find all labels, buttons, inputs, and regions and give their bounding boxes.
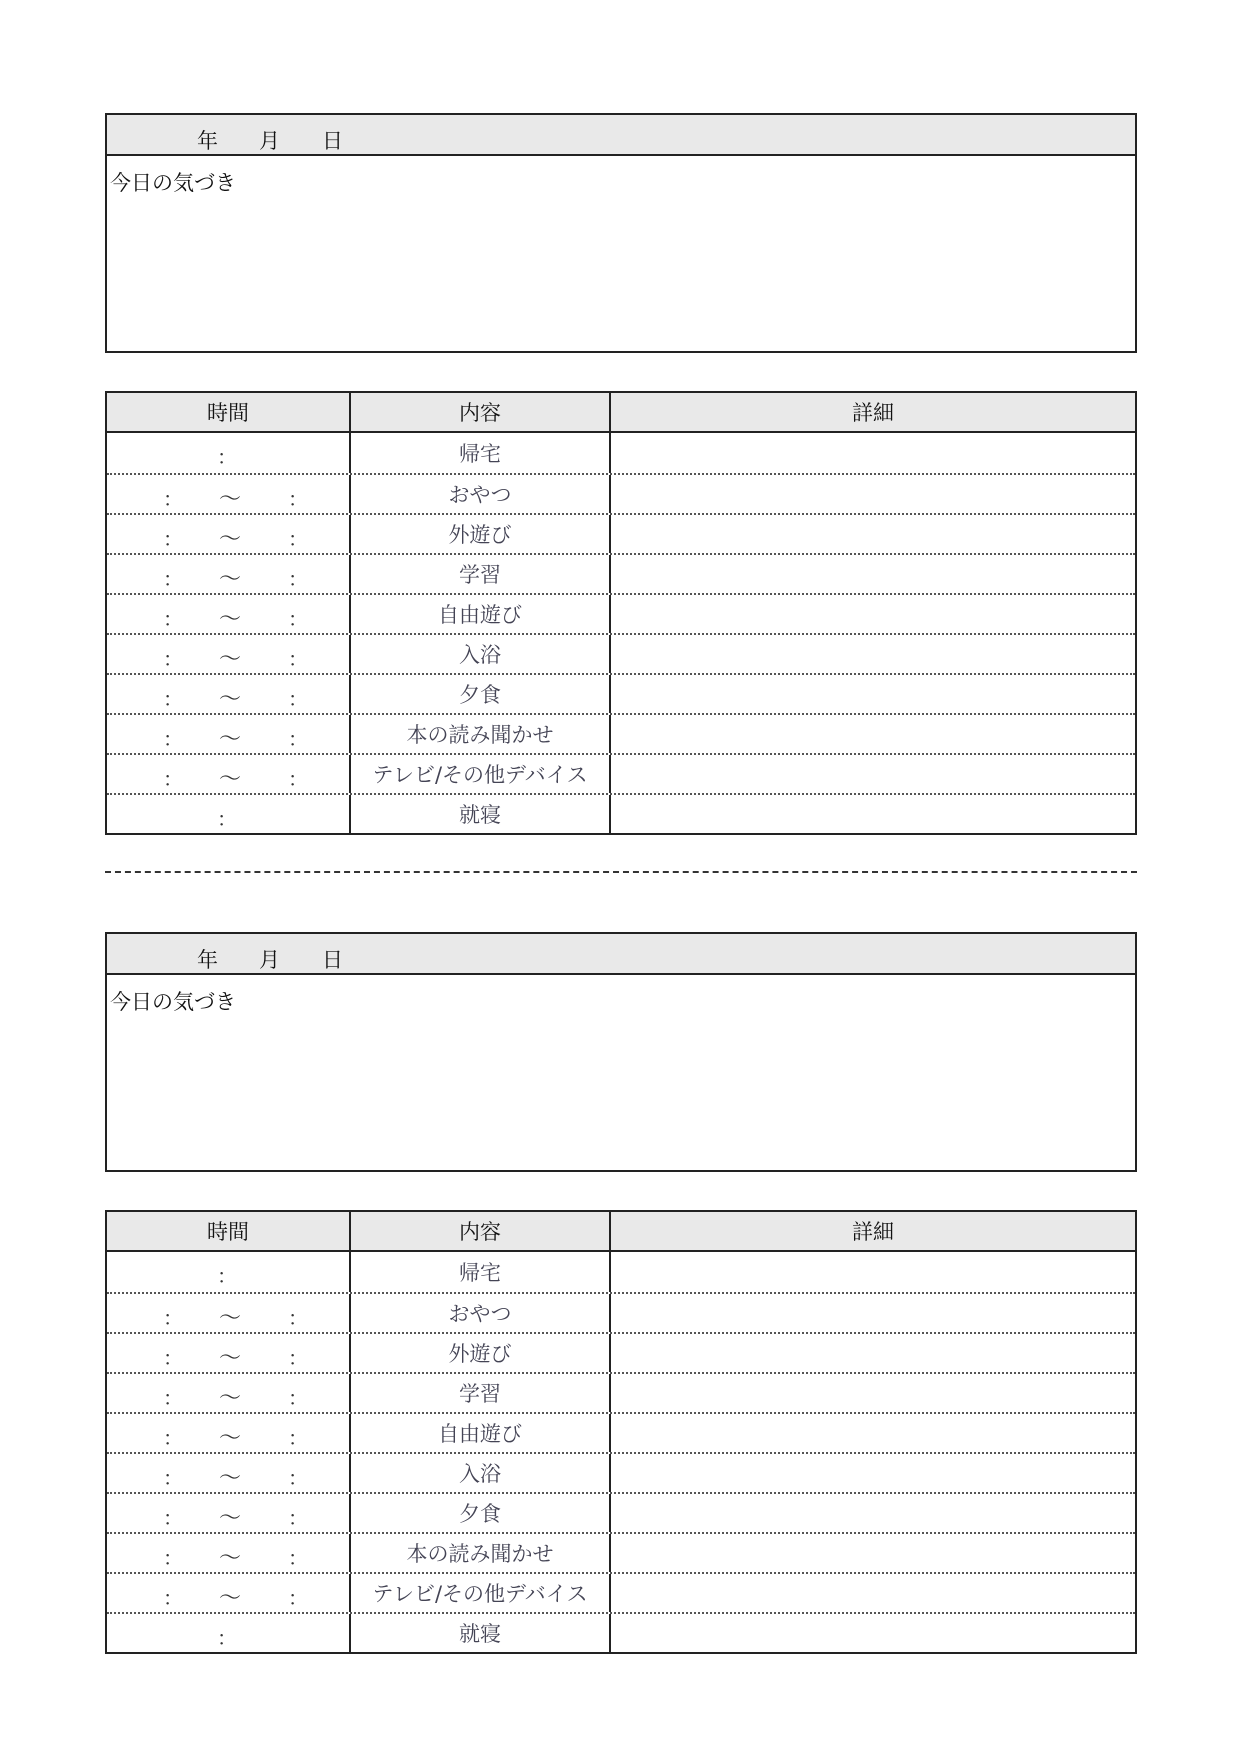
journal-box xyxy=(105,113,1137,353)
header-activity: 内容 xyxy=(351,393,611,431)
time-cell[interactable] xyxy=(107,1454,351,1492)
time-cell[interactable] xyxy=(107,555,351,593)
detail-cell[interactable] xyxy=(611,515,1135,553)
schedule-table xyxy=(105,1210,1137,1654)
range-tilde: ～ xyxy=(219,607,242,632)
schedule-row xyxy=(107,673,1135,713)
schedule-row xyxy=(107,1572,1135,1612)
start-time-colon: ： xyxy=(163,727,183,751)
end-time-colon: ： xyxy=(288,1586,308,1610)
cut-line-divider xyxy=(105,871,1137,873)
time-cell[interactable] xyxy=(107,635,351,673)
schedule-row xyxy=(107,713,1135,753)
activity-cell: 外遊び xyxy=(351,1334,611,1372)
day-label: 日 xyxy=(322,948,343,972)
activity-cell: テレビ/その他デバイス xyxy=(351,1574,611,1612)
time-cell[interactable] xyxy=(107,1574,351,1612)
time-cell[interactable] xyxy=(107,1374,351,1412)
notes-label: 今日の気づき xyxy=(110,990,236,1014)
activity-cell: 就寝 xyxy=(351,795,611,833)
month-label: 月 xyxy=(259,129,280,153)
header-time: 時間 xyxy=(107,1212,351,1250)
activity-cell: 就寝 xyxy=(351,1614,611,1652)
range-tilde: ～ xyxy=(219,767,242,792)
detail-cell[interactable] xyxy=(611,1374,1135,1412)
end-time-colon: ： xyxy=(288,1386,308,1410)
schedule-row xyxy=(107,593,1135,633)
activity-cell: 入浴 xyxy=(351,1454,611,1492)
end-time-colon: ： xyxy=(288,1426,308,1450)
end-time-colon: ： xyxy=(288,607,308,631)
detail-cell[interactable] xyxy=(611,1454,1135,1492)
start-time-colon: ： xyxy=(163,1346,183,1370)
detail-cell[interactable] xyxy=(611,1294,1135,1332)
end-time-colon: ： xyxy=(288,767,308,791)
time-colon: ： xyxy=(217,445,237,469)
journal-box xyxy=(105,932,1137,1172)
start-time-colon: ： xyxy=(163,567,183,591)
activity-cell: 夕食 xyxy=(351,1494,611,1532)
time-cell[interactable] xyxy=(107,1414,351,1452)
end-time-colon: ： xyxy=(288,1346,308,1370)
day-label: 日 xyxy=(322,129,343,153)
time-cell[interactable] xyxy=(107,1334,351,1372)
end-time-colon: ： xyxy=(288,1506,308,1530)
activity-cell: 帰宅 xyxy=(351,1252,611,1292)
end-time-colon: ： xyxy=(288,527,308,551)
range-tilde: ～ xyxy=(219,1586,242,1611)
schedule-row xyxy=(107,1252,1135,1292)
activity-cell: 外遊び xyxy=(351,515,611,553)
range-tilde: ～ xyxy=(219,527,242,552)
activity-cell: おやつ xyxy=(351,475,611,513)
time-cell[interactable] xyxy=(107,595,351,633)
schedule-row xyxy=(107,793,1135,833)
detail-cell[interactable] xyxy=(611,795,1135,833)
range-tilde: ～ xyxy=(219,1506,242,1531)
start-time-colon: ： xyxy=(163,1586,183,1610)
detail-cell[interactable] xyxy=(611,475,1135,513)
time-cell[interactable] xyxy=(107,795,351,833)
time-colon: ： xyxy=(217,1626,237,1650)
range-tilde: ～ xyxy=(219,1346,242,1371)
time-colon: ： xyxy=(217,807,237,831)
end-time-colon: ： xyxy=(288,647,308,671)
date-header[interactable] xyxy=(107,115,1135,156)
schedule-rows xyxy=(107,1252,1135,1652)
detail-cell[interactable] xyxy=(611,715,1135,753)
schedule-row xyxy=(107,1612,1135,1652)
header-activity: 内容 xyxy=(351,1212,611,1250)
activity-cell: 帰宅 xyxy=(351,433,611,473)
activity-cell: 自由遊び xyxy=(351,1414,611,1452)
end-time-colon: ： xyxy=(288,1466,308,1490)
start-time-colon: ： xyxy=(163,647,183,671)
range-tilde: ～ xyxy=(219,687,242,712)
start-time-colon: ： xyxy=(163,687,183,711)
end-time-colon: ： xyxy=(288,687,308,711)
notes-label: 今日の気づき xyxy=(110,171,236,195)
detail-cell[interactable] xyxy=(611,1414,1135,1452)
detail-cell[interactable] xyxy=(611,755,1135,793)
end-time-colon: ： xyxy=(288,727,308,751)
time-cell[interactable] xyxy=(107,755,351,793)
schedule-row xyxy=(107,473,1135,513)
detail-cell[interactable] xyxy=(611,1574,1135,1612)
range-tilde: ～ xyxy=(219,567,242,592)
time-cell[interactable] xyxy=(107,1252,351,1292)
activity-cell: 本の読み聞かせ xyxy=(351,1534,611,1572)
start-time-colon: ： xyxy=(163,607,183,631)
range-tilde: ～ xyxy=(219,1546,242,1571)
activity-cell: 自由遊び xyxy=(351,595,611,633)
time-colon: ： xyxy=(217,1264,237,1288)
end-time-colon: ： xyxy=(288,1306,308,1330)
start-time-colon: ： xyxy=(163,1466,183,1490)
year-label: 年 xyxy=(197,948,218,972)
schedule-row xyxy=(107,633,1135,673)
range-tilde: ～ xyxy=(219,1306,242,1331)
detail-cell[interactable] xyxy=(611,1334,1135,1372)
end-time-colon: ： xyxy=(288,487,308,511)
start-time-colon: ： xyxy=(163,1386,183,1410)
schedule-row xyxy=(107,1372,1135,1412)
start-time-colon: ： xyxy=(163,1426,183,1450)
schedule-row xyxy=(107,1332,1135,1372)
detail-cell[interactable] xyxy=(611,433,1135,473)
range-tilde: ～ xyxy=(219,727,242,752)
time-cell[interactable] xyxy=(107,675,351,713)
header-detail: 詳細 xyxy=(852,1220,894,1244)
range-tilde: ～ xyxy=(219,487,242,512)
time-cell[interactable] xyxy=(107,515,351,553)
year-label: 年 xyxy=(197,129,218,153)
date-header[interactable] xyxy=(107,934,1135,975)
start-time-colon: ： xyxy=(163,1506,183,1530)
detail-cell[interactable] xyxy=(611,555,1135,593)
time-cell[interactable] xyxy=(107,1534,351,1572)
day-section-2 xyxy=(105,932,1137,1654)
schedule-row xyxy=(107,553,1135,593)
activity-cell: 夕食 xyxy=(351,675,611,713)
start-time-colon: ： xyxy=(163,767,183,791)
schedule-row xyxy=(107,753,1135,793)
range-tilde: ～ xyxy=(219,1386,242,1411)
time-cell[interactable] xyxy=(107,433,351,473)
activity-cell: おやつ xyxy=(351,1294,611,1332)
range-tilde: ～ xyxy=(219,1466,242,1491)
start-time-colon: ： xyxy=(163,527,183,551)
schedule-table xyxy=(105,391,1137,835)
detail-cell[interactable] xyxy=(611,1534,1135,1572)
schedule-header-row xyxy=(107,393,1135,433)
start-time-colon: ： xyxy=(163,1306,183,1330)
detail-cell[interactable] xyxy=(611,675,1135,713)
activity-cell: 学習 xyxy=(351,555,611,593)
schedule-row xyxy=(107,1492,1135,1532)
activity-cell: テレビ/その他デバイス xyxy=(351,755,611,793)
schedule-rows xyxy=(107,433,1135,833)
time-cell[interactable] xyxy=(107,1614,351,1652)
detail-cell[interactable] xyxy=(611,1252,1135,1292)
header-time: 時間 xyxy=(107,393,351,431)
activity-cell: 本の読み聞かせ xyxy=(351,715,611,753)
detail-cell[interactable] xyxy=(611,1614,1135,1652)
detail-cell[interactable] xyxy=(611,635,1135,673)
detail-cell[interactable] xyxy=(611,1494,1135,1532)
schedule-header-row xyxy=(107,1212,1135,1252)
end-time-colon: ： xyxy=(288,567,308,591)
header-detail: 詳細 xyxy=(852,401,894,425)
day-section-1 xyxy=(105,113,1137,835)
end-time-colon: ： xyxy=(288,1546,308,1570)
time-cell[interactable] xyxy=(107,1494,351,1532)
schedule-row xyxy=(107,1532,1135,1572)
schedule-row xyxy=(107,1452,1135,1492)
range-tilde: ～ xyxy=(219,1426,242,1451)
start-time-colon: ： xyxy=(163,487,183,511)
activity-cell: 学習 xyxy=(351,1374,611,1412)
time-cell[interactable] xyxy=(107,475,351,513)
detail-cell[interactable] xyxy=(611,595,1135,633)
schedule-row xyxy=(107,1292,1135,1332)
activity-cell: 入浴 xyxy=(351,635,611,673)
schedule-row xyxy=(107,513,1135,553)
schedule-row xyxy=(107,1412,1135,1452)
schedule-row xyxy=(107,433,1135,473)
month-label: 月 xyxy=(259,948,280,972)
range-tilde: ～ xyxy=(219,647,242,672)
time-cell[interactable] xyxy=(107,1294,351,1332)
time-cell[interactable] xyxy=(107,715,351,753)
start-time-colon: ： xyxy=(163,1546,183,1570)
